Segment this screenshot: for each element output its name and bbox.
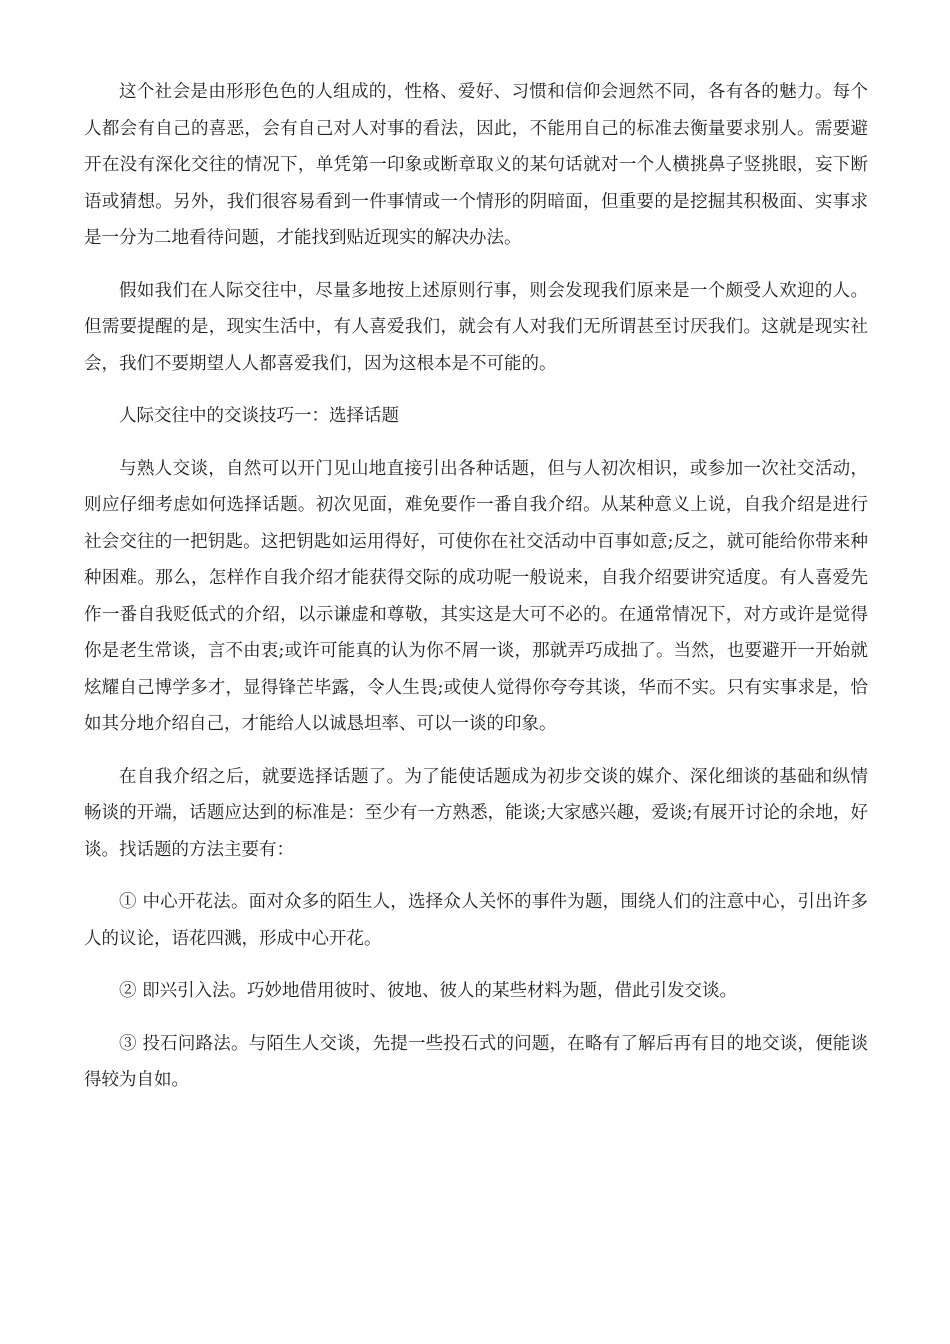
method-item-center: ① 中心开花法。面对众多的陌生人，选择众人关怀的事件为题，围绕人们的注意中心，引出许多人的议论，语花四溅，形成中心开花。 xyxy=(84,892,868,949)
paragraph-popularity: 假如我们在人际交往中，尽量多地按上述原则行事，则会发现我们原来是一个颇受人欢迎的人。但需要提醒的是，现实生活中，有人喜爱我们，就会有人对我们无所谓甚至讨厌我们。这就是现实社会，我们不要期望人人都喜爱我们，因为这根本是不可能的。 xyxy=(84,280,868,374)
paragraph-self-introduction: 与熟人交谈，自然可以开门见山地直接引出各种话题，但与人初次相识，或参加一次社交活动，则应仔细考虑如何选择话题。初次见面，难免要作一番自我介绍。从某种意义上说，自我介绍是进行社会交往的一把钥匙。这把钥匙如运用得好，可使你在社交活动中百事如意;反之，就可能给你带来种种困难。那么，怎样作自我介绍才能获得交际的成功呢一般说来，自我介绍要讲究适度。有人喜爱先作一番自我贬低式的介绍，以示谦虚和尊敬，其实这是大可不必的。在通常情况下，对方或许是觉得你是老生常谈，言不由衷;或许可能真的认为你不屑一谈，那就弄巧成拙了。当然，也要避开一开始就炫耀自己博学多才，显得锋芒毕露，令人生畏;或使人觉得你夸夸其谈，华而不实。只有实事求是，恰如其分地介绍自己，才能给人以诚恳坦率、可以一谈的印象。 xyxy=(84,458,868,734)
method-item-probing: ③ 投石问路法。与陌生人交谈，先提一些投石式的问题，在略有了解后再有目的地交谈，便能谈得较为自如。 xyxy=(84,1033,868,1090)
paragraph-topic-selection: 在自我介绍之后，就要选择话题了。为了能使话题成为初步交谈的媒介、深化细谈的基础和纵情畅谈的开端，话题应达到的标准是：至少有一方熟悉，能谈;大家感兴趣，爱谈;有展开讨论的余地，好谈。找话题的方法主要有： xyxy=(84,766,868,860)
document-body xyxy=(84,74,868,1115)
method-item-impromptu: ② 即兴引入法。巧妙地借用彼时、彼地、彼人的某些材料为题，借此引发交谈。 xyxy=(119,981,738,1001)
paragraph-social-diversity: 这个社会是由形形色色的人组成的，性格、爱好、习惯和信仰会迥然不同，各有各的魅力。每个人都会有自己的喜恶，会有自己对人对事的看法，因此，不能用自己的标准去衡量要求别人。需要避开在没有深化交往的情况下，单凭第一印象或断章取义的某句话就对一个人横挑鼻子竖挑眼，妄下断语或猜想。另外，我们很容易看到一件事情或一个情形的阴暗面，但重要的是挖掘其积极面、实事求是一分为二地看待问题，才能找到贴近现实的解决办法。 xyxy=(84,82,868,248)
section-heading: 人际交往中的交谈技巧一：选择话题 xyxy=(119,406,399,426)
